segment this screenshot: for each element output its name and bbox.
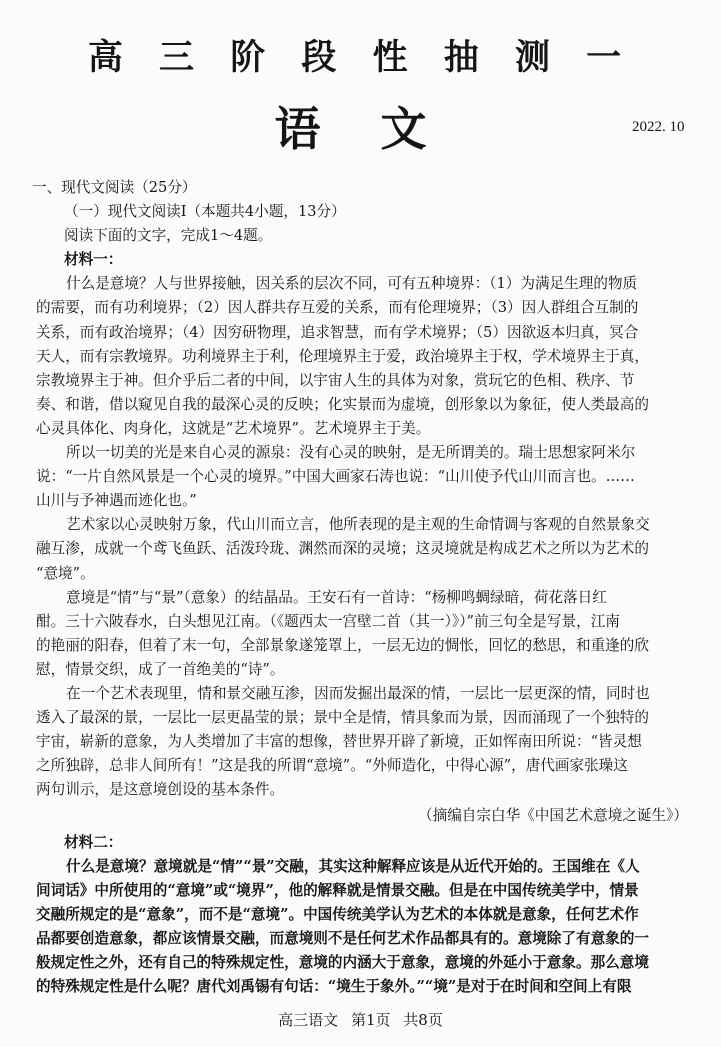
sub-heading: （一）现代文阅读Ⅰ（本题共4小题，13分） <box>64 203 346 221</box>
footer-subject: 高三语文 <box>278 1011 339 1029</box>
text-line: 般规定性之外，还有自己的特殊规定性，意境的内涵大于意象，意境的外延小于意象。那么意境 <box>36 954 649 971</box>
text-line: 宇宙，崭新的意象，为人类增加了丰富的想像，替世界开辟了新境，正如恽南田所说：“皆灵想 <box>36 733 642 751</box>
text-line: 的艳丽的阳春，但着了末一句，全部景象遂笼罩上，一层无边的惆怅，回忆的愁思，和重逢的欣 <box>36 636 649 654</box>
text-line: 酣。三十六陂春水，白头想见江南。（《题西太一宫壁二首（其一）》）”前三句全是写景，江南 <box>36 612 620 630</box>
paragraph <box>36 513 690 585</box>
text-line: 宗教境界主于神。但介乎后二者的中间，以宇宙人生的具体为对象，赏玩它的色相、秩序、节 <box>36 371 635 389</box>
material2-label: 材料二： <box>64 833 123 851</box>
paragraph <box>36 855 690 1000</box>
text-line: 透入了最深的景，一层比一层更晶莹的景；景中全是情，情具象而为景，因而涌现了一个独特的 <box>36 709 649 727</box>
text-line: 间词话》中所使用的“意境”或“境界”，他的解释就是情景交融。但是在中国传统美学中，情景 <box>36 881 639 899</box>
text-line: 交融所规定的是“意象”，而不是“意境”。中国传统美学认为艺术的本体就是意象，任何艺术作 <box>36 905 639 923</box>
footer-total: 共8页 <box>403 1011 443 1029</box>
text-line: “意境”。 <box>36 564 95 582</box>
text-line: 的特殊规定性是什么呢？唐代刘禹锡有句话：“境生于象外。”“境”是对于在时间和空间上有限 <box>36 978 632 996</box>
paragraph <box>36 586 690 682</box>
exam-date: 2022. 10 <box>632 119 685 135</box>
material1-source: （摘编自宗白华《中国艺术意境之诞生》） <box>418 807 688 825</box>
text-line: 说：“一片自然风景是一个心灵的境界。”中国大画家石涛也说：“山川使予代山川而言也。…… <box>36 468 635 486</box>
exam-title: 高 三 阶 段 性 抽 测 一 <box>87 37 634 78</box>
paragraph <box>36 272 690 441</box>
paragraph <box>36 441 690 513</box>
exam-content <box>32 176 690 999</box>
footer-page: 第1页 <box>350 1011 391 1029</box>
text-line: 两句训示，是这意境创设的基本条件。 <box>36 781 285 799</box>
instruction: 阅读下面的文字，完成1～4题。 <box>64 227 273 245</box>
text-line: 什么是意境？人与世界接触，因关系的层次不同，可有五种境界：（1）为满足生理的物质 <box>66 275 638 293</box>
material1-body <box>36 272 690 802</box>
text-line: 山川与予神遇而迹化也。” <box>36 492 197 510</box>
section-heading: 一、现代文阅读（25分） <box>32 179 197 196</box>
text-line: 融互渗，成就一个鸢飞鱼跃、活泼玲珑、渊然而深的灵境；这灵境就是构成艺术之所以为艺术的 <box>36 540 649 558</box>
material1-label: 材料一： <box>64 251 123 269</box>
text-line: 艺术家以心灵映射万象，代山川而立言，他所表现的是主观的生命情调与客观的自然景象交 <box>66 516 650 534</box>
material2-body <box>36 855 690 1000</box>
paragraph <box>36 682 690 802</box>
text-line: 慰，情景交织，成了一首绝美的“诗”。 <box>36 660 285 678</box>
subject-title: 语文 <box>274 102 487 156</box>
text-line: 奏、和谐，借以窥见自我的最深心灵的反映；化实景而为虚境，创形象以为象征，使人类最高的 <box>36 395 649 413</box>
text-line: 天人，而有宗教境界。功利境界主于利，伦理境界主于爱，政治境界主于权，学术境界主于真， <box>36 347 649 365</box>
text-line: 关系，而有政治境界；（4）因穷研物理，追求智慧，而有学术境界；（5）因欲返本归真，冥合 <box>36 323 639 341</box>
text-line: 什么是意境？意境就是“情”“景”交融，其实这种解释应该是从近代开始的。王国维在《人 <box>66 857 640 875</box>
text-line: 意境是“情”与“景”（意象）的结晶品。王安石有一首诗：“杨柳鸣蜩绿暗，荷花落日红 <box>66 588 607 606</box>
text-line: 之所独辟，总非人间所有！”这是我的所谓“意境”。“外师造化，中得心源”，唐代画家张璪这 <box>36 757 628 775</box>
text-line: 的需要，而有功利境界；（2）因人群共存互爱的关系，而有伦理境界；（3）因人群组合互制的 <box>36 299 639 317</box>
page-footer <box>0 1009 721 1030</box>
text-line: 所以一切美的光是来自心灵的源泉：没有心灵的映射，是无所谓美的。瑞士思想家阿米尔 <box>66 444 636 462</box>
text-line: 在一个艺术表现里，情和景交融互渗，因而发掘出最深的情，一层比一层更深的情，同时也 <box>66 684 650 702</box>
text-line: 心灵具体化、肉身化，这就是“艺术境界”。艺术境界主于美。 <box>36 419 431 437</box>
text-line: 品都要创造意象，都应该情景交融，而意境则不是任何艺术作品都具有的。意境除了有意象的一 <box>36 929 649 947</box>
